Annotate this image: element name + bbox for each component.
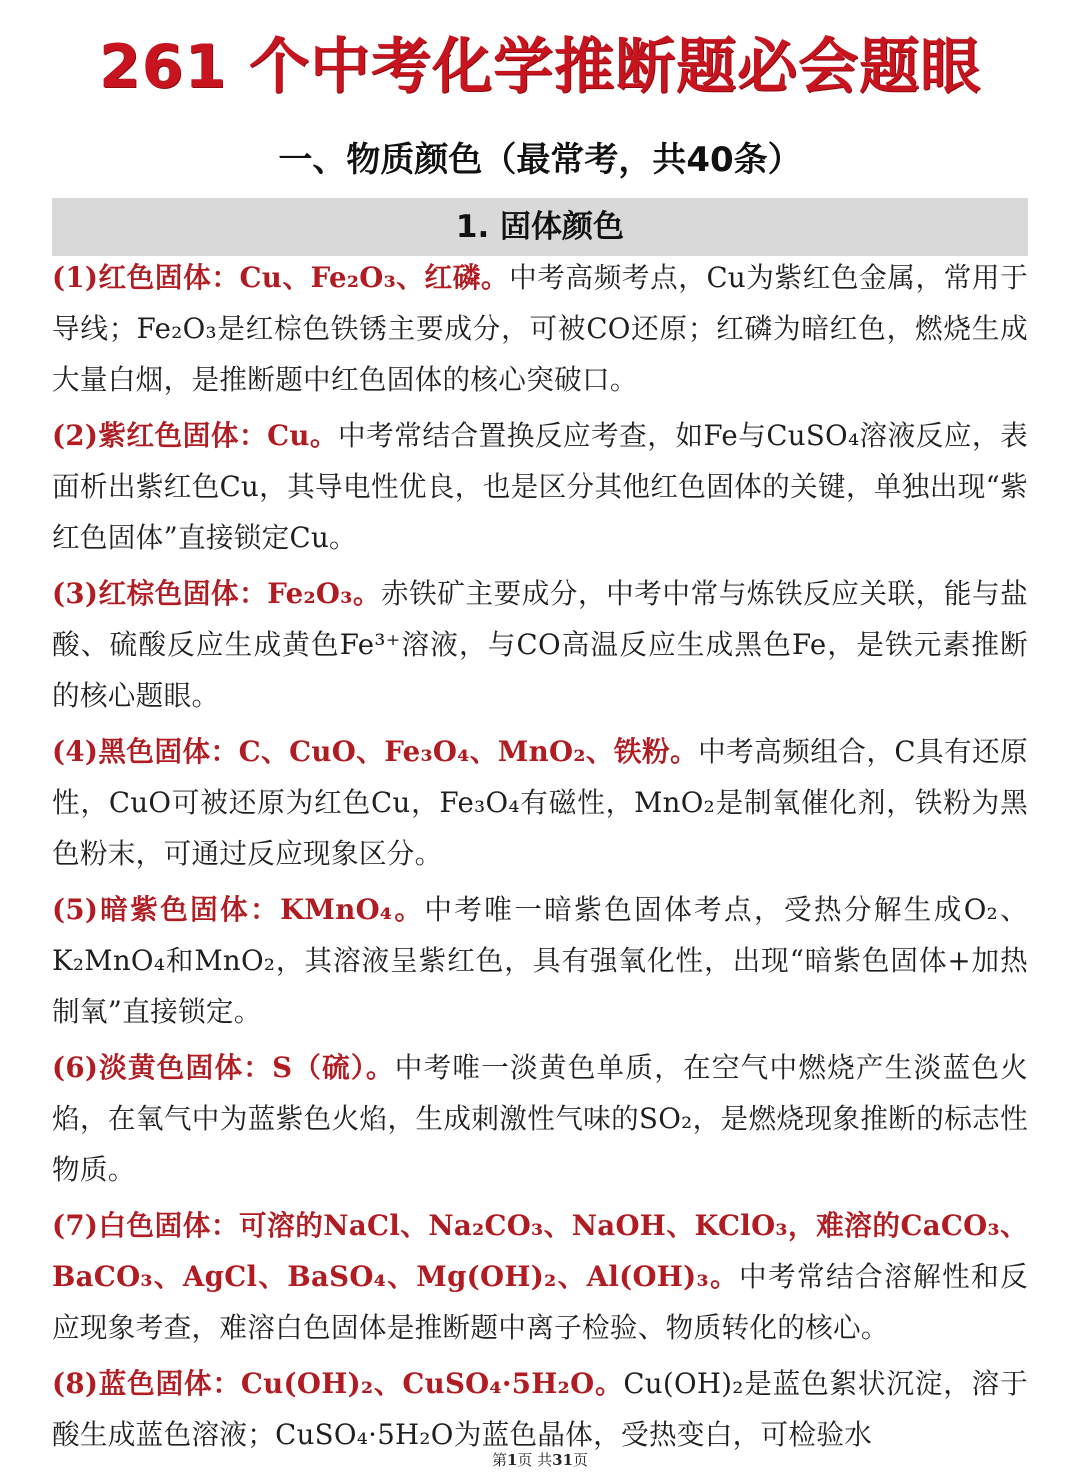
item-head: (4)黑色固体：C、CuO、Fe₃O₄、MnO₂、铁粉。 [52,735,699,768]
list-item [52,1200,1028,1353]
main-title: 261 个中考化学推断题必会题眼 [98,32,982,102]
item-body: 中考高频考点，Cu为紫红色金属，常用于导线；Fe₂O₃是红棕色铁锈主要成分，可被CO还原；红磷为暗红色，燃烧生成大量白烟，是推断题中红色固体的核心突破口。 [52,261,1028,396]
list-item [52,568,1028,721]
item-head: (6)淡黄色固体：S（硫）。 [52,1051,395,1084]
item-head: (7)白色固体：可溶的NaCl、Na₂CO₃、NaOH、KClO₃，难溶的CaCO₃、BaCO₃、AgCl、BaSO₄、Mg(OH)₂、Al(OH)₃。 [52,1209,1028,1293]
list-item [52,252,1028,405]
item-list [52,252,1028,1465]
item-head: (8)蓝色固体：Cu(OH)₂、CuSO₄·5H₂O。 [52,1367,624,1400]
page-footer [0,1450,1080,1470]
footer-suffix: 页 [573,1451,589,1469]
item-body: 中考高频组合，C具有还原性，CuO可被还原为红色Cu，Fe₃O₄有磁性，MnO₂是制氧催化剂，铁粉为黑色粉末，可通过反应现象区分。 [52,735,1029,870]
current-page-number: 1 [506,1451,518,1469]
list-item [52,1358,1028,1460]
item-body: Cu(OH)₂是蓝色絮状沉淀，溶于酸生成蓝色溶液；CuSO₄·5H₂O为蓝色晶体，受热变白，可检验水 [52,1367,1028,1451]
item-body: 中考唯一淡黄色单质，在空气中燃烧产生淡蓝色火焰，在氧气中为蓝紫色火焰，生成刺激性气味的SO₂，是燃烧现象推断的标志性物质。 [52,1051,1028,1186]
item-body: 赤铁矿主要成分，中考中常与炼铁反应关联，能与盐酸、硫酸反应生成黄色Fe³⁺溶液，与CO高温反应生成黑色Fe，是铁元素推断的核心题眼。 [52,577,1028,712]
list-item [52,1042,1028,1195]
list-item [52,410,1028,563]
item-head: (2)紫红色固体：Cu。 [52,419,339,452]
subsection-title: 1. 固体颜色 [455,209,625,245]
list-item [52,726,1028,879]
list-item [52,884,1028,1037]
item-head: (3)红棕色固体：Fe₂O₃。 [52,577,382,610]
total-pages-number: 31 [552,1451,574,1469]
item-head: (5)暗紫色固体：KMnO₄。 [52,893,425,926]
item-body: 中考唯一暗紫色固体考点，受热分解生成O₂、K₂MnO₄和MnO₂，其溶液呈紫红色，具有强氧化性，出现“暗紫色固体+加热制氧”直接锁定。 [52,893,1028,1028]
footer-middle: 页 共 [517,1451,553,1469]
footer-prefix: 第 [491,1451,507,1469]
item-body: 中考常结合溶解性和反应现象考查，难溶白色固体是推断题中离子检验、物质转化的核心。 [52,1260,1028,1344]
item-body: 中考常结合置换反应考查，如Fe与CuSO₄溶液反应，表面析出紫红色Cu，其导电性优良，也是区分其他红色固体的关键，单独出现“紫红色固体”直接锁定Cu。 [52,419,1029,554]
section-title: 一、物质颜色（最常考，共40条） [278,140,802,180]
item-head: (1)红色固体：Cu、Fe₂O₃、红磷。 [52,261,510,294]
